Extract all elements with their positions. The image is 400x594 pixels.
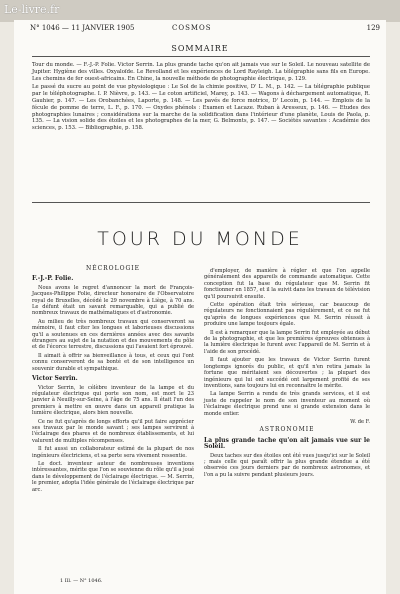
section-heading: ASTRONOMIE [259,426,315,434]
article-heading: F.-J.-P. Folie. [32,275,74,283]
signature: W. de F. [350,418,370,425]
section-heading: NÉCROLOGIE [85,265,141,272]
paragraph: Il est à remarquer que la lampe Serrin fut employée au début de la photographie, et que les premières épreuves obtenues à la lumière électrique le furent avec l'appareil de M. Serrin et à l'aide de son procédé. [204,329,370,355]
paragraph: Il faut ajouter que les travaux de Victor Serrin furent longtemps ignorés du public, et qu'il n'en retira jamais la fortune que méritaient ses découvertes ; la plupart des ingénieurs qui lui ont succédé ont largement profité de ses inventions, sans toujours lui en reconnaître le mérite. [204,357,370,389]
site-logo[interactable]: Le-livre.fr [4,3,60,16]
footer-note: 1 Ill. — N° 1046. [60,578,103,584]
right-column [204,268,370,480]
page-number: 129 [366,24,380,32]
summary-paragraph: Le passé du sucre au point de vue physiologique : Le Sol de la chimie positive, D' L. M., p. 142. — La télégraphie publique par le téléphotographe. I. P. Nièvre, p. 143. — Le coton artificiel, Marey, p. 143. — Wagons à déchargement automatique, R. Gauhier, p. 147. — Les Orobanchées, Laporte, p. 148. — Les pavés de force motrice, D' Lecoin, p. 144. — Emplois de la fécule de pomme de terre, L. F., p. 170. — Oxydes phénols : Examen et Lacaze. Ruban à Aresseux, p. 146. — Etudes des photographies lunaires ; considérations sur la marche de la solidification dans l'intérieur d'une planète, Louis de Paola, p. 135. — La vision solide des étoiles et les photographes de la mer, G. Belmonts, p. 147. — Sociétés savantes : Académie des sciences, p. 153. — Bibliographie, p. 158. [32,84,370,132]
paragraph: Il fut aussi un collaborateur estimé de la plupart de nos ingénieurs électriciens, et sa perte sera vivement ressentie. [32,446,194,459]
paragraph: Victor Serrin, le célèbre inventeur de la lampe et du régulateur électrique qui porte son nom, est mort le 23 janvier à Neuilly-sur-Seine, à l'âge de 75 ans. Il était l'un des premiers à mettre en œuvre dans un appareil pratique la lumière électrique, alors bien nouvelle. [32,384,194,417]
paragraph: Au milieu de très nombreux travaux qui conserveront sa mémoire, il faut citer les longues et laborieuses discussions qu'il a soutenues en ces dernières années avec des savants étrangers au sujet de la nutation et des mouvements du pôle et de l'écorce terrestre, discussions qui l'avaient fort éprouvé. [32,318,194,351]
paragraph: Nous avons le regret d'annoncer la mort de François-Jacques-Philippe Folie, directeur honoraire de l'Observatoire royal de Bruxelles, décédé le 29 novembre à Liège, à 70 ans. Le défunt était un savant remarquable, qui a publié de nombreux travaux de mathématiques et d'astronomie. [32,284,194,317]
paragraph: La lampe Serrin a rendu de très grands services, et il est juste de rappeler le nom de son inventeur au moment où l'éclairage électrique prend une si grande extension dans le monde entier. [204,391,370,417]
paragraph: Cette opération était très sérieuse, car beaucoup de régulateurs ne fonctionnaient pas régulièrement, et ce ne fut qu'après de longues expériences que M. Serrin réussit à produire une lampe toujours égale. [204,302,370,328]
article-heading: La plus grande tache qu'on ait jamais vue sur le Soleil. [204,436,370,451]
summary-bottom-rule [32,202,370,203]
paragraph: Le doct. inventeur auteur de nombreuses inventions intéressantes, mérite que l'on se souvienne du rôle qu'il a joué dans le développement de l'éclairage électrique. — M. Serrin, le premier, adopta l'idée générale de l'éclairage électrique par arc. [32,460,194,493]
summary-title: SOMMAIRE [171,44,229,53]
left-column [32,264,194,495]
summary-block [32,62,370,134]
running-header [14,22,386,34]
section-title: TOUR DU MONDE [97,228,303,250]
top-bar [0,0,400,22]
issue-number: N° 1046 — 11 JANVIER 1905 [30,24,135,32]
journal-title: COSMOS [172,24,212,32]
document-sheet [14,20,386,594]
paragraph: d'employer, de manière à régler et que l'on appelle généralement des appareils de commande automatique. Cette conception fut la base du régulateur que M. Serrin fit fonctionner en 1857, et il la suivit dans les travaux de télévision qu'il poursuivit ensuite. [204,268,370,300]
summary-top-rule [32,56,370,57]
article-heading: Victor Serrin. [32,375,78,383]
paragraph: Deux taches sur des étoiles ont été vues jusqu'ici sur le Soleil ; mais celle qui paraît offrir la plus grande étendue a été observée ces jours derniers par de nombreux astronomes, et l'on a pu la suivre pendant plusieurs jours. [204,452,370,478]
summary-paragraph: Tour du monde. — F.-J.-P. Folie. Victor Serrin. La plus grande tache qu'on ait jamais vue sur le Soleil. Le nouveau satellite de Jupiter. Hygiène des villes. Oxyaloïde. Le Revolland et les expériences de Lord Rayleigh. La télégraphie sans fils en Europe. Les chemins de fer ouest-africains. En Chine, la nouvelle méthode de photographie électrique, p. 129. [32,62,370,82]
paragraph: Ce ne fut qu'après de longs efforts qu'il put faire apprécier ses travaux par le monde savant ; ses lampes servirent à l'éclairage des phares et de nombreux établissements, et lui valurent de multiples récompenses. [32,418,194,444]
paragraph: Il aimait à offrir sa bienveillance à tous, et ceux qui l'ont connu conserveront de sa bonté et de son intelligence un souvenir durable et sympathique. [32,352,194,372]
